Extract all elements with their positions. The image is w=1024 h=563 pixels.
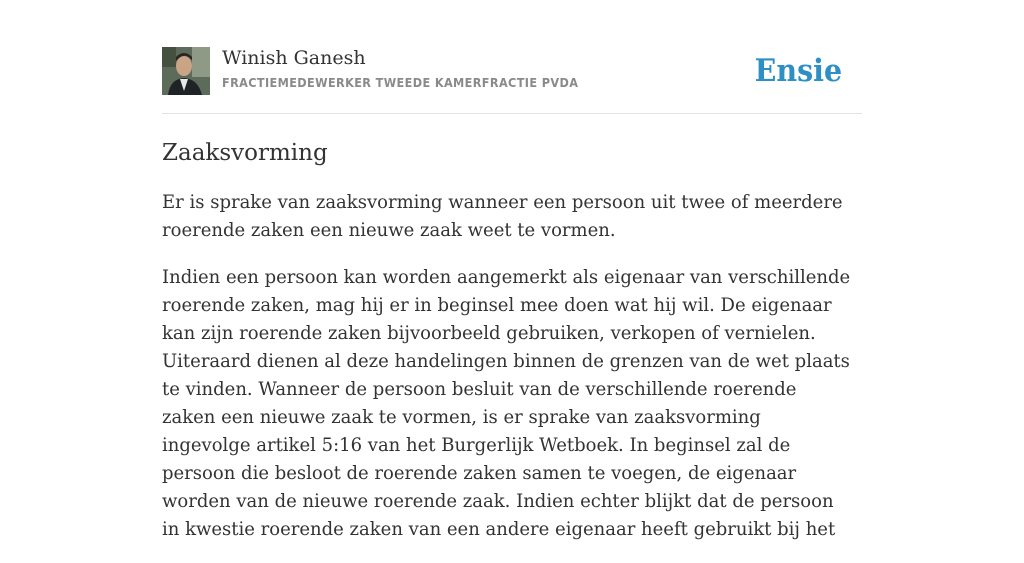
- article-body: [162, 189, 862, 544]
- author-avatar[interactable]: [162, 47, 210, 95]
- author-role: FRACTIEMEDEWERKER TWEEDE KAMERFRACTIE PVDA: [222, 76, 579, 90]
- author-name[interactable]: Winish Ganesh: [222, 47, 366, 69]
- article-paragraph: Er is sprake van zaaksvorming wanneer een persoon uit twee of meerdere roerende zaken een nieuwe zaak weet te vormen.: [162, 192, 843, 241]
- brand-logo[interactable]: Ensie: [754, 53, 842, 89]
- avatar-photo-icon: [162, 47, 210, 95]
- article-title: Zaaksvorming: [162, 140, 328, 166]
- article-container: [162, 46, 862, 563]
- article-header: [162, 46, 862, 114]
- article-paragraph: Indien een persoon kan worden aangemerkt als eigenaar van verschillende roerende zaken, mag hij er in beginsel mee doen wat hij wil. De eigenaar kan zijn roerende zaken bijvoorbeeld gebruiken, verkopen of vernielen. Uiteraard dienen al deze handelingen binnen de grenzen van de wet plaats te vinden. Wanneer de persoon besluit van de verschillende roerende zaken een nieuwe zaak te vormen, is er sprake van zaaksvorming ingevolge artikel 5:16 van het Burgerlijk Wetboek. In beginsel zal de persoon die besloot de roerende zaken samen te voegen, de eigenaar worden van de nieuwe roerende zaak. Indien echter blijkt dat de persoon in kwestie roerende zaken van een andere eigenaar heeft gebruikt bij het: [162, 267, 851, 540]
